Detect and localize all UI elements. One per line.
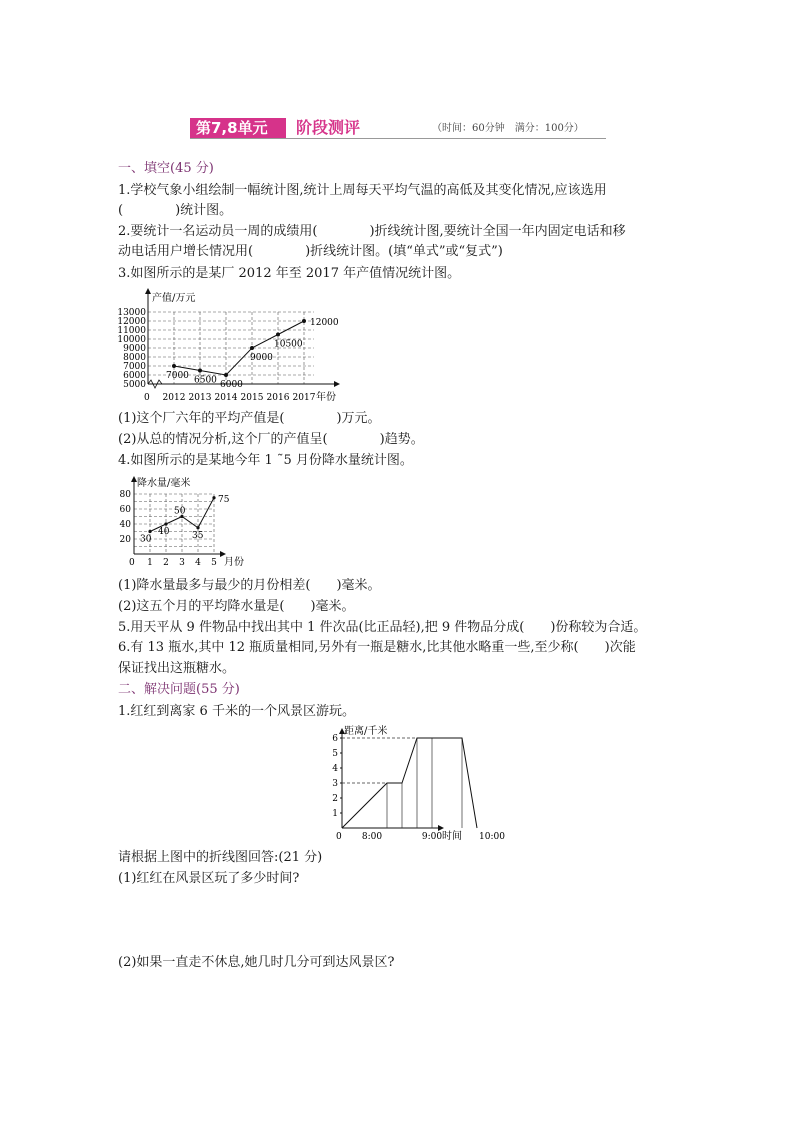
distance-xtick-label: 10:00: [479, 832, 505, 842]
q4-sub2: (2)这五个月的平均降水量是( )毫米。: [118, 599, 355, 614]
production-ytick-label: 10000: [117, 335, 146, 345]
production-xtick-label: 2015: [240, 393, 264, 403]
rainfall-chart-grid: [134, 494, 214, 554]
production-data-point: [224, 373, 228, 377]
rainfall-data-label: 30: [140, 534, 152, 545]
production-y-arrow: [145, 288, 151, 294]
rainfall-data-point: [212, 496, 215, 499]
production-xtick-label: 2014: [214, 393, 238, 403]
production-xtick-label: 2013: [188, 393, 212, 403]
q1-line1: 1.学校气象小组绘制一幅统计图,统计上周每天平均气温的高低及其变化情况,应该选用: [118, 183, 607, 198]
production-xtick-label: 2017: [292, 393, 316, 403]
q1-line2: ( )统计图。: [118, 203, 233, 218]
exam-info: （时间：60分钟 满分：100分）: [432, 123, 584, 134]
rainfall-origin: 0: [129, 558, 135, 568]
p1-sub2: (2)如果一直走不休息,她几时几分可到达风景区?: [118, 955, 395, 970]
p1-prompt: 请根据上图中的折线图回答:(21 分): [118, 850, 323, 865]
production-data-point: [172, 364, 176, 368]
rainfall-data-label: 40: [158, 527, 170, 537]
production-ytick-label: 12000: [117, 317, 146, 327]
distance-ytick-label: 2: [332, 794, 338, 804]
production-x-arrow: [334, 381, 340, 387]
production-xlabel: 年份: [316, 392, 336, 403]
distance-ytick-label: 1: [332, 809, 338, 819]
p1-sub1: (1)红红在风景区玩了多少时间?: [118, 871, 300, 886]
production-ytick-label: 7000: [123, 362, 146, 372]
rainfall-ytick-label: 20: [119, 535, 131, 545]
production-xtick-label: 2012: [162, 393, 186, 403]
q2-line2: 动电话用户增长情况用( )折线统计图。(填“单式”或“复式”): [118, 244, 503, 259]
unit-label: 第7,8单元: [196, 119, 268, 137]
distance-xlabel: 时间: [442, 831, 462, 842]
rainfall-data-point: [196, 526, 199, 529]
production-data-label: 6500: [194, 375, 217, 386]
q6-line1: 6.有 13 瓶水,其中 12 瓶质量相同,另外有一瓶是糖水,比其他水略重一些,至少称( )次能: [118, 640, 636, 655]
production-data-label: 10500: [274, 339, 303, 350]
q5-line1: 5.用天平从 9 件物品中找出其中 1 件次品(比正品轻),把 9 件物品分成( )份称较为合适。: [118, 620, 647, 635]
production-ytick-label: 6000: [123, 371, 146, 381]
q2-line1: 2.要统计一名运动员一周的成绩用( )折线统计图,要统计全国一年内固定电话和移: [118, 224, 626, 239]
production-data-label: 12000: [310, 318, 339, 328]
rainfall-xtick-label: 1: [147, 558, 153, 568]
q3-intro: 3.如图所示的是某厂 2012 年至 2017 年产值情况统计图。: [118, 266, 461, 281]
rainfall-ytick-label: 60: [119, 505, 131, 515]
rainfall-xtick-label: 3: [179, 558, 185, 568]
q4-intro: 4.如图所示的是某地今年 1 ˜5 月份降水量统计图。: [118, 453, 413, 468]
rainfall-ytick-label: 40: [119, 520, 131, 530]
production-data-point: [276, 333, 280, 337]
distance-xtick-label: 9:00: [421, 832, 443, 842]
production-ylabel: 产值/万元: [152, 293, 196, 304]
distance-ylabel: 距离/千米: [344, 726, 388, 737]
distance-chart: [322, 720, 505, 846]
p1-intro: 1.红红到离家 6 千米的一个风景区游玩。: [118, 704, 355, 719]
rainfall-data-label: 50: [174, 506, 186, 517]
distance-origin: 0: [336, 832, 342, 842]
production-data-point: [302, 319, 306, 323]
production-ytick-label: 9000: [123, 344, 146, 354]
rainfall-data-label: 35: [192, 530, 204, 541]
distance-ytick-label: 4: [332, 764, 338, 774]
rainfall-xtick-label: 4: [195, 558, 201, 568]
rainfall-xtick-label: 2: [163, 558, 169, 568]
distance-ytick-label: 6: [332, 734, 338, 744]
production-data-point: [250, 346, 254, 350]
q3-sub2: (2)从总的情况分析,这个厂的产值呈( )趋势。: [118, 432, 424, 447]
rainfall-data-point: [164, 522, 167, 525]
rainfall-ylabel: 降水量/毫米: [137, 478, 191, 489]
production-xtick-label: 2016: [266, 393, 290, 403]
section-title-fill: 一、填空(45 分): [118, 161, 214, 176]
header-divider: [190, 138, 606, 139]
distance-xtick-label: 8:00: [361, 832, 383, 842]
production-ytick-label: 5000: [123, 380, 146, 390]
section-title-solve: 二、解决问题(55 分): [118, 682, 240, 697]
distance-ytick-label: 5: [332, 749, 338, 759]
production-data-label: 7000: [166, 371, 189, 381]
rainfall-ytick-label: 80: [119, 490, 131, 500]
production-data-point: [198, 369, 202, 373]
rainfall-xlabel: 月份: [224, 557, 244, 568]
production-data-label: 9000: [250, 353, 273, 363]
production-chart: [108, 284, 348, 406]
q4-sub1: (1)降水量最多与最少的月份相差( )毫米。: [118, 578, 381, 593]
production-ytick-label: 8000: [123, 353, 146, 363]
q3-sub1: (1)这个厂六年的平均产值是( )万元。: [118, 411, 381, 426]
distance-ytick-label: 3: [332, 779, 338, 789]
rainfall-xtick-label: 5: [211, 558, 217, 568]
production-ytick-label: 11000: [117, 326, 146, 336]
rainfall-chart: [110, 474, 270, 570]
production-ytick-label: 13000: [117, 308, 146, 318]
production-data-label: 6000: [220, 380, 243, 390]
rainfall-data-point: [148, 530, 151, 533]
q6-line2: 保证找出这瓶糖水。: [118, 661, 236, 676]
page-title: 阶段测评: [296, 118, 361, 137]
production-origin: 0: [144, 393, 150, 403]
rainfall-data-label: 75: [218, 494, 230, 505]
